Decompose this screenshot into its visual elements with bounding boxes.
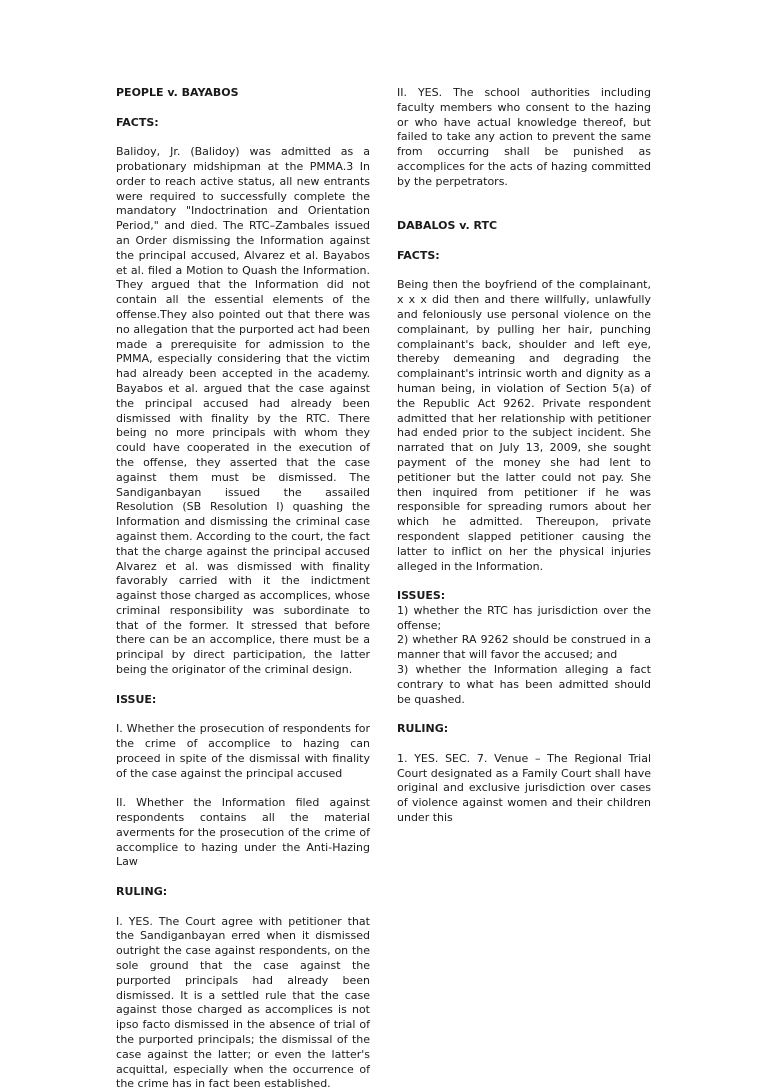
facts-heading-bayabos: FACTS: [116,115,159,129]
issue-1-bayabos: I. Whether the prosecution of respondents for the crime of accomplice to hazing can proceed in spite of the dismissal with finality of the case against the principal accused [116,722,370,780]
case-title-dabalos: DABALOS v. RTC [397,219,498,233]
left-column [116,86,370,1092]
facts-heading-dabalos: FACTS: [397,248,440,262]
facts-text-bayabos: Balidoy, Jr. (Balidoy) was admitted as a probationary midshipman at the PMMA.3 In order to reach active status, all new entrants were required to successfully complete the mandatory "Indoctrination and Orientation Period," and died. The RTC–Zambales issued an Order dismissing the Information against the principal accused, Alvarez et al. Bayabos et al. filed a Motion to Quash the Information. They argued that the Information did not contain all the essential elements of the offense.They also pointed out that there was no allegation that the purported act had been made a prerequisite for admission to the PMMA, especially considering that the victim had already been accepted in the academy. Bayabos et al. argued that the case against the principal accused had already been dismissed with finality by the RTC. There being no more principals with whom they could have cooperated in the execution of the offense, they asserted that the case against them must be dismissed. The Sandiganbayan issued the assailed Resolution (SB Resolution I) quashing the Information and dismissing the criminal case against them. According to the court, the fact that the charge against the principal accused Alvarez et al. was dismissed with finality favorably carried with it the indictment against those charged as accomplices, whose criminal responsibility was subordinate to that of the former. It stressed that before there can be an accomplice, there must be a principal by direct participation, the latter being the originator of the criminal design. [116,145,370,677]
ruling-1-bayabos: I. YES. The Court agree with petitioner that the Sandiganbayan erred when it dismissed outright the case against respondents, on the sole ground that the case against the purported principals had already been dismissed. It is a settled rule that the case against those charged as accomplices is not ipso facto dismissed in the absence of trial of the purported principals; the dismissal of the case against the latter; or even the latter's acquittal, especially when the occurrence of the crime has in fact been established. [116,914,370,1091]
ruling-2-bayabos: II. YES. The school authorities including faculty members who consent to the hazing or who have actual knowledge thereof, but failed to take any action to prevent the same from occurring shall be punished as accomplices for the acts of hazing committed by the perpetrators. [397,86,651,188]
right-column [397,86,651,826]
issue-3-dabalos: 3) whether the Information alleging a fact contrary to what has been admitted should be quashed. [397,663,651,706]
issue-2-dabalos: 2) whether RA 9262 should be construed in a manner that will favor the accused; and [397,633,651,662]
case-title-bayabos: PEOPLE v. BAYABOS [116,86,239,99]
facts-text-dabalos: Being then the boyfriend of the complainant, x x x did then and there willfully, unlawfully and feloniously use personal violence on the complainant, by pulling her hair, punching complainant's back, shoulder and left eye, thereby demeaning and degrading the complainant's intrinsic worth and dignity as a human being, in violation of Section 5(a) of the Republic Act 9262. Private respondent admitted that her relationship with petitioner had ended prior to the subject incident. She narrated that on July 13, 2009, she sought payment of the money she had lent to petitioner but the latter could not pay. She then inquired from petitioner if he was responsible for spreading rumors about her which he admitted. Thereupon, private respondent slapped petitioner causing the latter to inflict on her the physical injuries alleged in the Information. [397,278,651,573]
issue-1-dabalos: 1) whether the RTC has jurisdiction over the offense; [397,603,651,632]
ruling-heading-dabalos: RULING: [397,722,449,736]
issue-heading-bayabos: ISSUE: [116,692,157,706]
issues-heading-dabalos: ISSUES: [397,589,446,603]
issue-2-bayabos: II. Whether the Information filed against respondents contains all the material averments for the prosecution of the crime of accomplice to hazing under the Anti-Hazing Law [116,796,370,869]
ruling-1-dabalos: 1. YES. SEC. 7. Venue – The Regional Trial Court designated as a Family Court shall have original and exclusive jurisdiction over cases of violence against women and their children under this [397,751,651,825]
ruling-heading-bayabos: RULING: [116,885,168,899]
